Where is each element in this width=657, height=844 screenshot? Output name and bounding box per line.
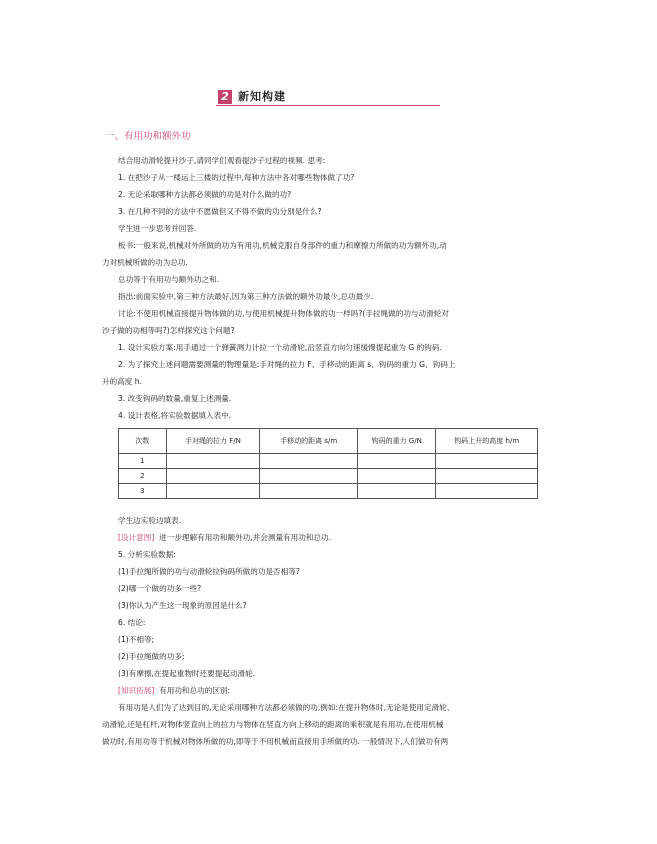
paragraph-line: 做功时,有用功等于机械对物体所做的功,即等于不用机械而直接用手所做的功. 一般情况下,人们做功有两 bbox=[102, 737, 449, 746]
table-header-cell: 手移动的距离 s/m bbox=[260, 429, 358, 454]
table-cell bbox=[357, 484, 435, 499]
table-row bbox=[119, 454, 538, 469]
question-2: 2. 无论采取哪种方法都必须做的功是对什么做的功? bbox=[118, 190, 292, 199]
paragraph-line: 学生边实验边填表. bbox=[118, 516, 182, 525]
table-cell bbox=[260, 484, 358, 499]
paragraph-line: 讨论:不使用机械直接提升物体做的功,与使用机械提升物体做的功一样吗?(手拉绳做的功与动滑轮对 bbox=[118, 309, 449, 318]
paragraph-line: 总功等于有用功与额外功之和. bbox=[118, 275, 220, 284]
question-3: 3. 在几种不同的方法中不愿做但又不得不做的功分别是什么? bbox=[118, 207, 322, 216]
table-cell: 3 bbox=[119, 484, 167, 499]
experiment-table bbox=[118, 428, 538, 499]
table-cell bbox=[260, 454, 358, 469]
conclusion-item: (1)不相等; bbox=[118, 635, 155, 644]
sub-question: (1)手拉绳所做的功与动滑轮拉钩码所做的功是否相等? bbox=[118, 567, 300, 576]
table-cell bbox=[166, 484, 260, 499]
step-2-cont: 升的高度 h. bbox=[102, 377, 143, 386]
table-row bbox=[119, 484, 538, 499]
paragraph-line: 有用功是人们为了达到目的,无论采用哪种方法都必须做的功,例如:在提升物体时,无论是使用定滑轮、 bbox=[118, 703, 455, 712]
table-header-cell: 手对绳的拉力 F/N bbox=[166, 429, 260, 454]
step-2: 2. 为了探究上述问题需要测量的物理量是:手对绳的拉力 F、手移动的距离 s、钩码的重力 G、钩码上 bbox=[118, 360, 456, 369]
design-intent-line bbox=[118, 532, 331, 543]
paragraph-line: 动滑轮,还是杠杆,对物体竖直向上的拉力与物体在竖直方向上移动的距离的乘积就是有用功,在使用机械 bbox=[102, 720, 444, 729]
table-cell bbox=[436, 469, 538, 484]
question-1: 1. 在把沙子从一楼运上三楼的过程中,每种方法中各对哪些物体做了功? bbox=[118, 173, 355, 182]
paragraph-line: 学生进一步思考并回答. bbox=[118, 224, 197, 233]
table-header-cell: 钩码的重力 G/N bbox=[357, 429, 435, 454]
paragraph-line: 沙子做的功相等吗?)怎样探究这个问题? bbox=[102, 326, 235, 335]
table-cell: 1 bbox=[119, 454, 167, 469]
conclusion-item: (3)有摩擦,在提起重物时还要提起动滑轮. bbox=[118, 669, 256, 678]
sub-question: (3)你认为产生这一现象的原因是什么? bbox=[118, 601, 247, 610]
table-cell bbox=[357, 454, 435, 469]
table-cell: 2 bbox=[119, 469, 167, 484]
table-cell bbox=[260, 469, 358, 484]
table-cell bbox=[436, 454, 538, 469]
knowledge-extend-text: 有用功和总功的区别: bbox=[159, 686, 231, 695]
step-3: 3. 改变钩码的数量,重复上述测量. bbox=[118, 394, 232, 403]
knowledge-extend-tag: [知识拓展] bbox=[118, 686, 155, 695]
knowledge-extend-line bbox=[118, 685, 230, 696]
paragraph-line: 力对机械所做的功为总功. bbox=[102, 258, 188, 267]
step-1: 1. 设计实验方案:用手通过一个弹簧测力计拉一个动滑轮,沿竖直方向匀速缓慢提起重为 G 的钩码. bbox=[118, 343, 442, 352]
table-header-cell: 钩码上升的高度 h/m bbox=[436, 429, 538, 454]
step-6: 6. 结论: bbox=[118, 618, 146, 627]
table-cell bbox=[166, 469, 260, 484]
step-4: 4. 设计表格,将实验数据填入表中. bbox=[118, 411, 232, 420]
section-header-title: 新知构建 bbox=[238, 90, 286, 103]
section-title: 一、有用功和额外功 bbox=[105, 131, 191, 142]
table-cell bbox=[436, 484, 538, 499]
step-5: 5. 分析实验数据: bbox=[118, 550, 176, 559]
sub-question: (2)哪一个做的功多一些? bbox=[118, 584, 202, 593]
conclusion-item: (2)手拉绳做的功多; bbox=[118, 652, 185, 661]
table-header-row bbox=[119, 429, 538, 454]
section-header bbox=[216, 90, 440, 108]
table-cell bbox=[357, 469, 435, 484]
paragraph-line: 板书:一般来说,机械对外所做的功为有用功,机械克服自身部件的重力和摩擦力所做的功为额外功,动 bbox=[118, 241, 447, 250]
design-intent-text: 进一步理解有用功和额外功,并会测量有用功和总功. bbox=[159, 533, 332, 542]
paragraph-line: 指出:前面实验中,第三种方法最好,因为第三种方法做的额外功最少,总功最少. bbox=[118, 292, 374, 301]
table-cell bbox=[166, 454, 260, 469]
table-row bbox=[119, 469, 538, 484]
design-intent-tag: [设计意图] bbox=[118, 533, 155, 542]
table-header-cell: 次数 bbox=[119, 429, 167, 454]
paragraph-line: 结合用动滑轮提升沙子,请同学们观看提沙子过程的视频. 思考: bbox=[118, 156, 326, 165]
section-number-badge: 2 bbox=[218, 90, 232, 104]
header-underline bbox=[216, 105, 440, 106]
